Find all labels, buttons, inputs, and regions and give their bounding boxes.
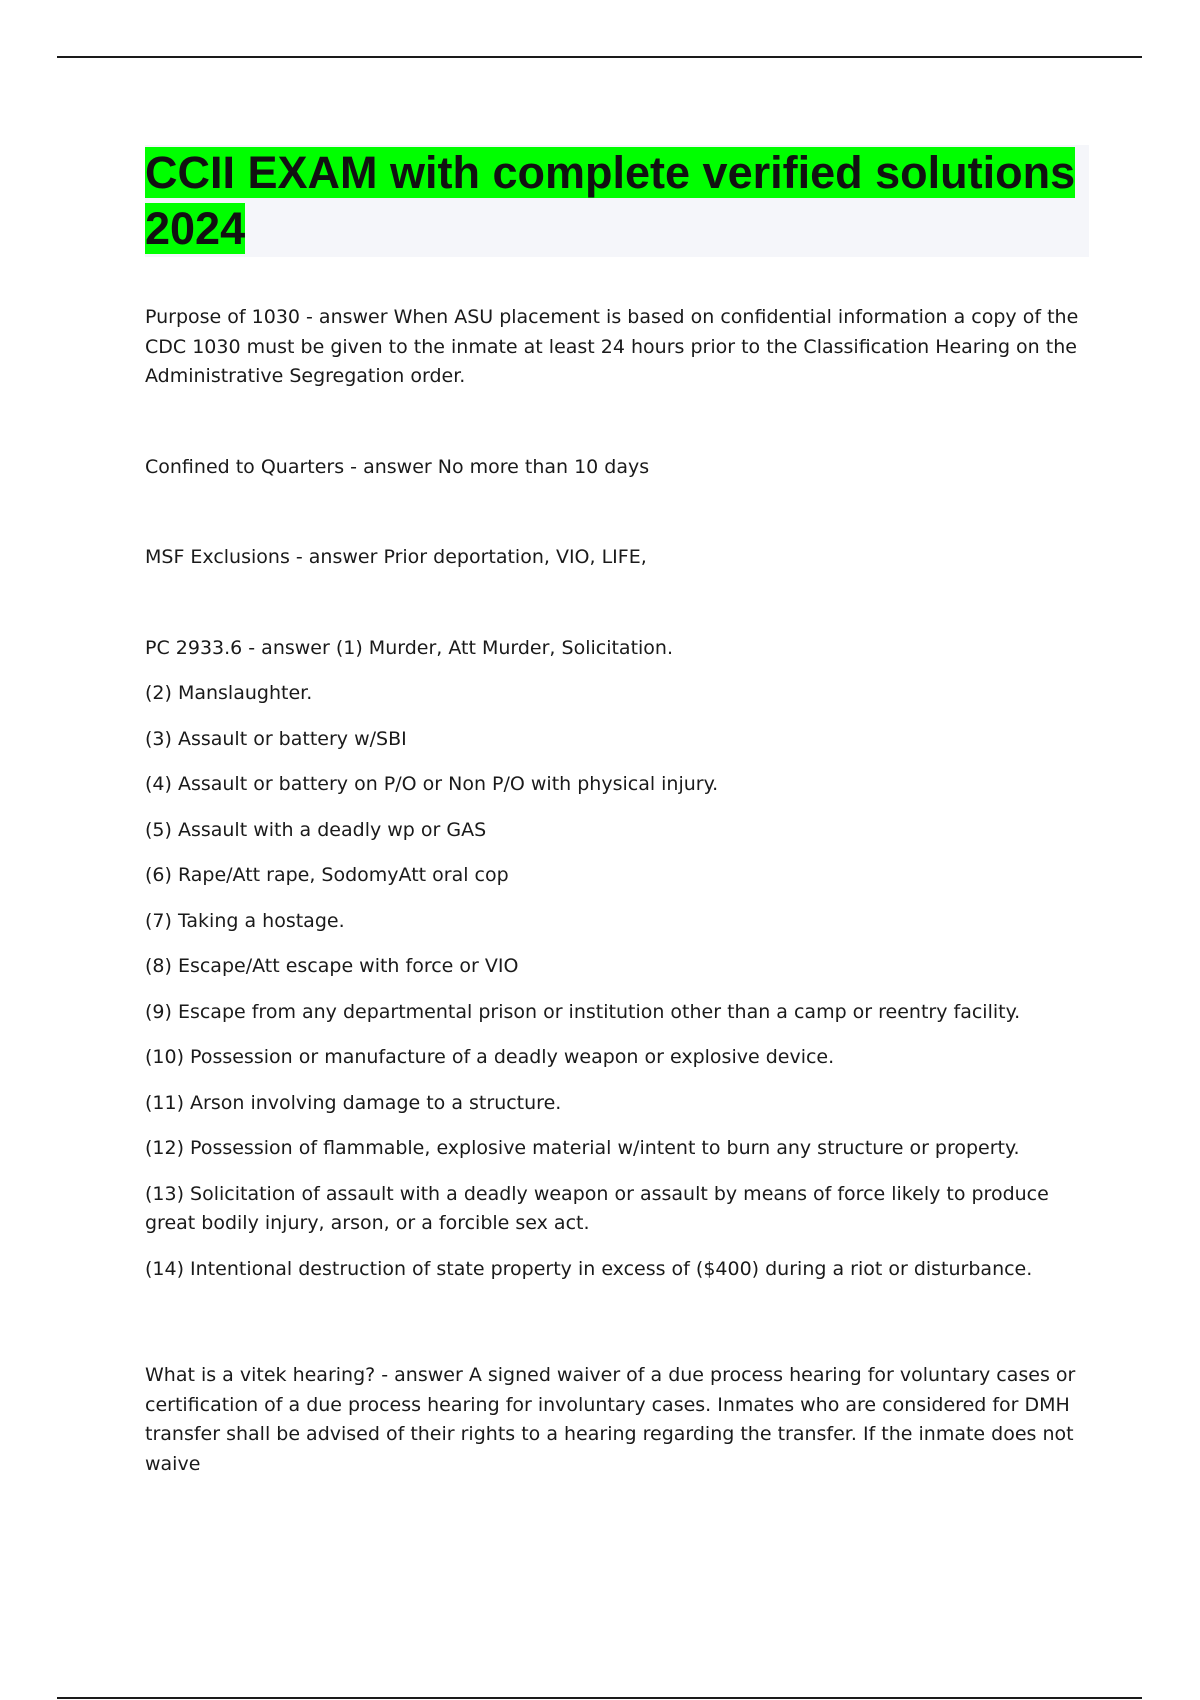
pc-item: (5) Assault with a deadly wp or GAS <box>145 818 487 841</box>
pc-item: (11) Arson involving damage to a structure. <box>145 1091 562 1114</box>
document-title <box>145 145 1089 257</box>
entry-confined-to-quarters: Confined to Quarters - answer No more than 10 days <box>145 455 650 478</box>
title-box <box>145 145 1089 257</box>
entry-pc-2933-6: PC 2933.6 - answer (1) Murder, Att Murder, Solicitation. <box>145 636 674 659</box>
pc-item: (12) Possession of flammable, explosive material w/intent to burn any structure or property. <box>145 1137 1020 1159</box>
bottom-rule <box>57 1697 1142 1699</box>
pc-item: (9) Escape from any departmental prison or institution other than a camp or reentry facility. <box>145 1000 1021 1023</box>
pc-item: (3) Assault or battery w/SBI <box>145 727 407 750</box>
entry-msf-exclusions: MSF Exclusions - answer Prior deportation, VIO, LIFE, <box>145 546 647 568</box>
pc-item: (8) Escape/Att escape with force or VIO <box>145 955 519 977</box>
document-content <box>145 145 1089 1479</box>
entry-purpose-1030: Purpose of 1030 - answer When ASU placement is based on confidential information a copy of the CDC 1030 must be given to the inmate at least 24 hours prior to the Classification Hearing on the Administrative Segregation order. <box>145 306 1079 387</box>
pc-item: (14) Intentional destruction of state property in excess of ($400) during a riot or disturbance. <box>145 1257 1033 1280</box>
pc-item: (13) Solicitation of assault with a deadly weapon or assault by means of force likely to produce great bodily injury, arson, or a forcible sex act. <box>145 1182 1049 1234</box>
document-body <box>145 303 1089 1479</box>
top-rule <box>57 56 1142 58</box>
pc-item: (10) Possession or manufacture of a deadly weapon or explosive device. <box>145 1046 835 1068</box>
pc-item: (4) Assault or battery on P/O or Non P/O with physical injury. <box>145 773 719 795</box>
entry-vitek-hearing: What is a vitek hearing? - answer A signed waiver of a due process hearing for voluntary cases or certification of a due process hearing for involuntary cases. Inmates who are considered for DMH transfer shall be advised of their rights to a hearing regarding the transfer. If the inmate does not waive <box>145 1364 1076 1475</box>
pc-item: (7) Taking a hostage. <box>145 909 345 932</box>
pc-item: (2) Manslaughter. <box>145 682 313 704</box>
title-highlight: CCII EXAM with complete verified solutions 2024 <box>145 147 1076 254</box>
pc-item: (6) Rape/Att rape, SodomyAtt oral cop <box>145 864 509 886</box>
